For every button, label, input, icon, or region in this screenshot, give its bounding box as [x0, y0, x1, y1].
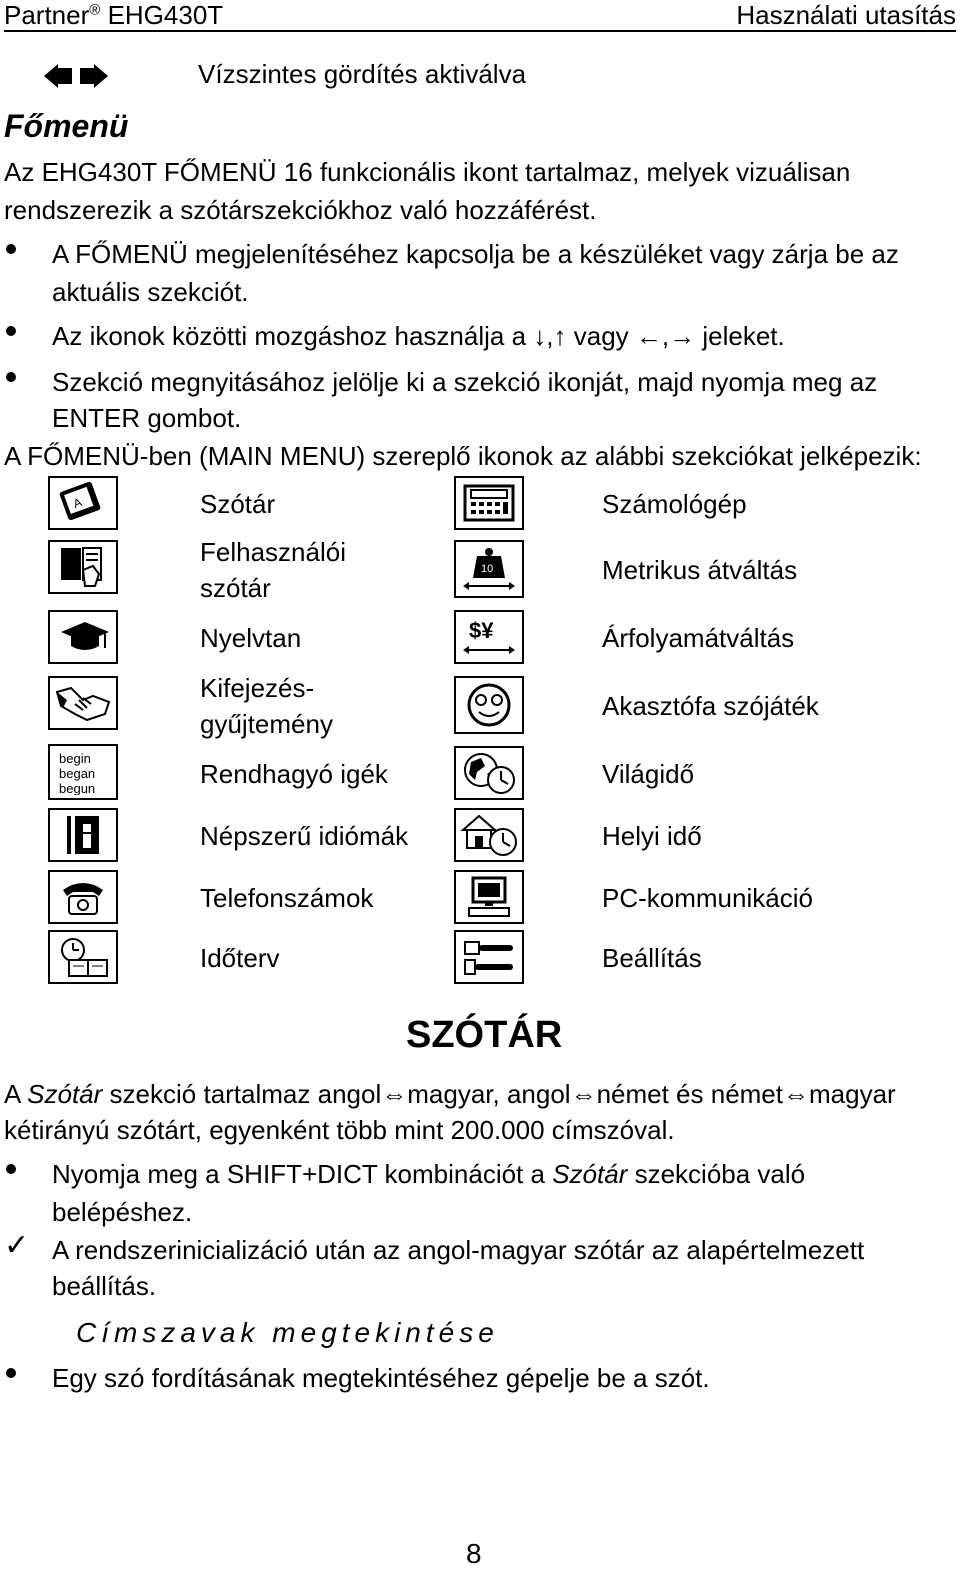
icon-label: Rendhagyó igék	[200, 759, 388, 789]
bullet-dot	[6, 1164, 16, 1174]
icon-table-intro: A FŐMENÜ-ben (MAIN MENU) szereplő ikonok az alábbi szekciókat jelképezik:	[4, 441, 922, 471]
text-a: A	[4, 1079, 20, 1109]
arrow-up-icon: ↑	[553, 321, 567, 351]
text-e: német és német	[596, 1079, 783, 1109]
bidirectional-arrow-icon: ⇔	[570, 1079, 597, 1109]
telephone-icon	[48, 870, 118, 924]
header-title: Használati utasítás	[736, 0, 956, 30]
text-d: magyar, angol	[407, 1079, 571, 1109]
metric-weight-icon	[454, 540, 524, 598]
user-dictionary-icon	[48, 540, 118, 594]
fomenu-bullet1-2: aktuális szekciót.	[52, 277, 249, 307]
text-c: szekció tartalmaz angol	[109, 1079, 382, 1109]
text-f: magyar	[809, 1079, 896, 1109]
verb-form-begin: begin	[59, 751, 91, 766]
szotar-intro-2: kétirányú szótárt, egyenként több mint 200.000 címszóval.	[4, 1115, 675, 1145]
icon-label: Telefonszámok	[200, 883, 374, 913]
cimszavak-subheading: Címszavak megtekintése	[76, 1317, 499, 1348]
icon-label: Időterv	[200, 943, 280, 973]
settings-tools-icon	[454, 930, 524, 984]
icon-label: Helyi idő	[602, 821, 702, 851]
icon-label: Számológép	[602, 489, 747, 519]
icon-label: Nyelvtan	[200, 623, 302, 653]
icon-label-line2: gyűjtemény	[200, 709, 333, 739]
icon-label: Világidő	[602, 759, 695, 789]
text-szotar-italic: Szótár	[552, 1159, 628, 1189]
text-szotar-italic: Szótár	[27, 1079, 103, 1109]
bidirectional-arrow-icon: ⇔	[783, 1079, 809, 1109]
header-brand: Partner® EHG430T	[4, 0, 224, 30]
icon-label-line1: Kifejezés-	[200, 673, 315, 703]
icon-label: Akasztófa szójáték	[602, 691, 819, 721]
arrow-left-icon: ←	[635, 321, 662, 351]
fomenu-intro-1: Az EHG430T FŐMENÜ 16 funkcionális ikont tartalmaz, melyek vizuálisan	[4, 157, 851, 187]
smiley-face-icon	[454, 676, 524, 734]
verb-form-began: began	[59, 766, 96, 781]
fomenu-bullet1-1: A FŐMENÜ megjelenítéséhez kapcsolja be a készüléket vagy zárja be az	[52, 239, 899, 269]
irregular-verbs-icon	[48, 744, 118, 800]
arrow-right-icon: →	[669, 321, 696, 351]
icon-label: Metrikus átváltás	[602, 555, 798, 585]
globe-clock-icon	[454, 746, 524, 800]
weight-value: 10	[481, 563, 494, 575]
bullet-dot	[6, 1368, 16, 1378]
bidirectional-arrow-icon: ⇔	[381, 1079, 408, 1109]
icon-label: Árfolyamátváltás	[602, 623, 795, 653]
checkmark-icon: ✓	[4, 1229, 30, 1262]
szotar-bullet1-1	[52, 1156, 805, 1192]
horizontal-scroll-icon	[44, 62, 110, 90]
text-c: szekcióba való	[634, 1159, 806, 1189]
home-clock-icon	[454, 808, 524, 862]
scroll-note: Vízszintes gördítés aktiválva	[198, 59, 527, 89]
bullet-dot	[6, 372, 16, 382]
icon-label: Szótár	[200, 489, 276, 519]
handshake-icon	[48, 676, 118, 730]
szotar-check-2: beállítás.	[52, 1271, 157, 1301]
text-a: Nyomja meg a SHIFT+DICT kombinációt a	[52, 1159, 545, 1189]
szotar-intro-1	[4, 1076, 896, 1112]
icon-label: PC-kommunikáció	[602, 883, 813, 913]
szotar-check-1: A rendszerinicializáció után az angol-magyar szótár az alapértelmezett	[52, 1235, 865, 1265]
svg-text:A: A	[71, 495, 84, 511]
icon-label: Népszerű idiómák	[200, 821, 409, 851]
fomenu-intro-2: rendszerezik a szótárszekciókhoz való hozzáférést.	[4, 195, 597, 225]
szotar-bullet1-2: belépéshez.	[52, 1197, 193, 1227]
verb-form-begun: begun	[59, 781, 96, 795]
computer-icon	[454, 870, 524, 924]
arrow-down-icon: ↓	[533, 321, 547, 351]
grammar-cap-icon	[48, 610, 118, 664]
bullet2-text-b: vagy	[573, 321, 629, 351]
fomenu-bullet3-1: Szekció megnyitásához jelölje ki a szekció ikonját, majd nyomja meg az	[52, 367, 878, 397]
page-header	[4, 0, 956, 32]
icon-label: Beállítás	[602, 943, 702, 973]
dictionary-book-icon	[48, 476, 118, 530]
fomenu-bullet3-2: ENTER gombot.	[52, 403, 242, 433]
fomenu-bullet2: Az ikonok közötti mozgáshoz használja a ↓,↑ vagy ←,→ jeleket.	[52, 318, 785, 354]
schedule-clock-icon	[48, 930, 118, 984]
currency-symbols: $¥	[469, 618, 494, 643]
fomenu-heading: Főmenü	[4, 108, 129, 144]
szotar-heading: SZÓTÁR	[406, 1014, 563, 1056]
currency-icon	[454, 610, 524, 664]
calculator-icon	[454, 476, 524, 530]
icon-label-line1: Felhasználói	[200, 537, 346, 567]
bullet-dot	[6, 326, 16, 336]
icon-label-line2: szótár	[200, 573, 271, 603]
bullet2-text-c: jeleket.	[702, 321, 785, 351]
page-number: 8	[466, 1538, 482, 1569]
szotar-bullet2: Egy szó fordításának megtekintéséhez gépelje be a szót.	[52, 1363, 710, 1393]
bullet-dot	[6, 244, 16, 254]
bullet2-text-a: Az ikonok közötti mozgáshoz használja a	[52, 321, 527, 351]
idioms-book-icon	[48, 808, 118, 862]
